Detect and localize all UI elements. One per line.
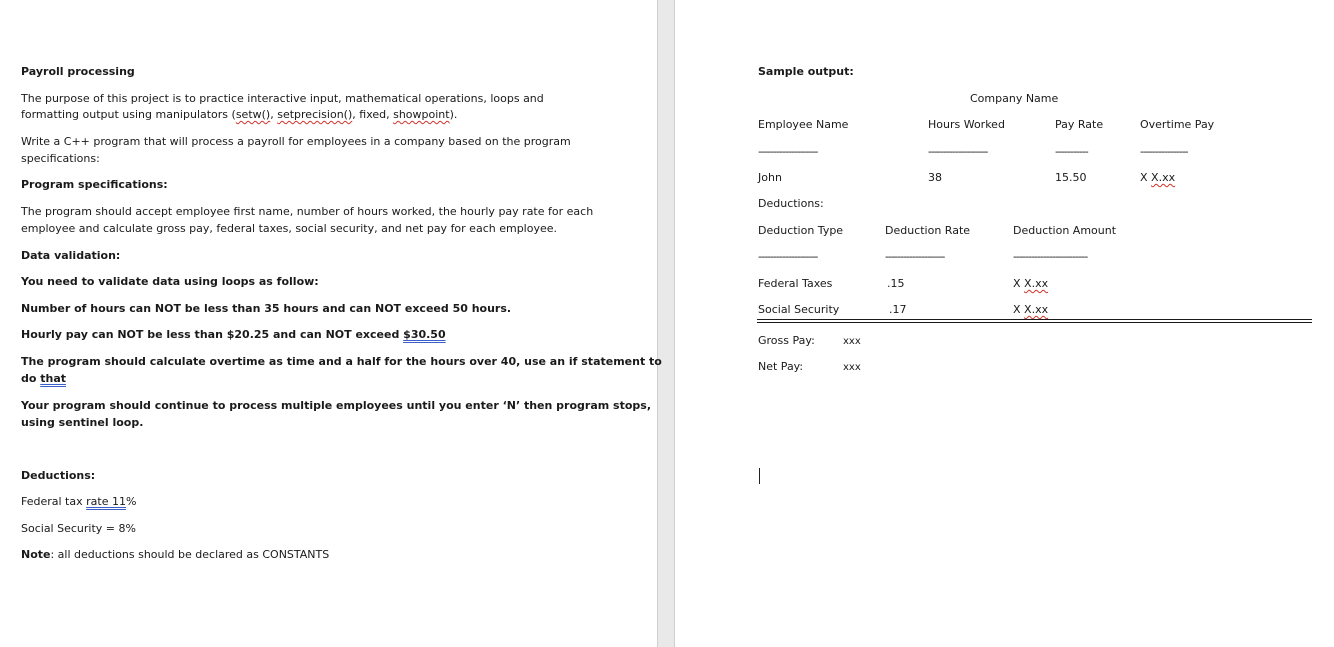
ded-dash-type: -------------------- <box>758 250 818 263</box>
overtime-line-1: The program should calculate overtime as time and a half for the hours over 40, use an if statement to <box>21 355 662 368</box>
federal-tax-line: Federal tax rate 11% <box>21 495 137 508</box>
text-cursor[interactable] <box>759 468 760 484</box>
overtime-line-2: do that <box>21 372 67 385</box>
grammar-that: that <box>40 372 67 385</box>
gross-label: Gross Pay: <box>758 334 815 347</box>
spell-showpoint: showpoint <box>393 108 450 121</box>
social-security-line: Social Security = 8% <box>21 522 136 535</box>
federal-amount: X X.xx <box>1013 277 1049 290</box>
federal-rate: .15 <box>887 277 905 290</box>
ded-dash-rate: -------------------- <box>885 250 945 263</box>
dash-overtime: ---------------- <box>1140 145 1188 158</box>
header-rate: Pay Rate <box>1055 118 1104 131</box>
ded-dash-amount: ------------------------- <box>1013 250 1088 263</box>
table-rule-top <box>757 319 1312 320</box>
sample-heading: Sample output: <box>758 65 854 78</box>
spec-line-2: employee and calculate gross pay, federal taxes, social security, and net pay for each employee. <box>21 222 558 235</box>
purpose-line-1: The purpose of this project is to practice interactive input, mathematical operations, loops and <box>21 92 544 105</box>
write-line-1: Write a C++ program that will process a payroll for employees in a company based on the program <box>21 135 571 148</box>
continue-line-1: Your program should continue to process multiple employees until you enter ‘N’ then program stops, <box>21 399 652 412</box>
continue-line-2: using sentinel loop. <box>21 416 144 429</box>
grammar-rate: rate 11 <box>86 495 126 508</box>
page-gutter <box>657 0 675 647</box>
row-rate: 15.50 <box>1055 171 1087 184</box>
dash-employee: -------------------- <box>758 145 818 158</box>
row-hours: 38 <box>928 171 942 184</box>
spell-setprecision: setprecision() <box>277 108 353 121</box>
company-name: Company Name <box>970 92 1059 105</box>
hours-rule: Number of hours can NOT be less than 35 hours and can NOT exceed 50 hours. <box>21 302 512 315</box>
deductions-heading: Deductions: <box>21 469 96 482</box>
federal-type: Federal Taxes <box>758 277 833 290</box>
gross-value: xxx <box>843 336 861 347</box>
doc-title: Payroll processing <box>21 65 135 78</box>
net-label: Net Pay: <box>758 360 804 373</box>
header-employee: Employee Name <box>758 118 849 131</box>
social-type: Social Security <box>758 303 840 316</box>
deductions-label: Deductions: <box>758 197 824 210</box>
spell-setw: setw() <box>235 108 271 121</box>
ded-header-type: Deduction Type <box>758 224 844 237</box>
pay-rule: Hourly pay can NOT be less than $20.25 and can NOT exceed $30.50 <box>21 328 446 341</box>
net-value: xxx <box>843 362 861 373</box>
spec-line-1: The program should accept employee first name, number of hours worked, the hourly pay rate for each <box>21 205 594 218</box>
header-overtime: Overtime Pay <box>1140 118 1215 131</box>
validation-heading: Data validation: <box>21 249 121 262</box>
note-line: Note: all deductions should be declared as CONSTANTS <box>21 548 330 561</box>
dash-hours: -------------------- <box>928 145 988 158</box>
ded-header-amount: Deduction Amount <box>1013 224 1117 237</box>
validate-loops: You need to validate data using loops as follow: <box>21 275 319 288</box>
table-rule-bottom <box>757 322 1312 323</box>
social-amount: X X.xx <box>1013 303 1049 316</box>
ded-header-rate: Deduction Rate <box>885 224 971 237</box>
dash-rate: ----------- <box>1055 145 1088 158</box>
write-line-2: specifications: <box>21 152 100 165</box>
header-hours: Hours Worked <box>928 118 1005 131</box>
row-overtime: X X.xx <box>1140 171 1176 184</box>
spec-heading: Program specifications: <box>21 178 168 191</box>
grammar-30-50: $30.50 <box>403 328 446 341</box>
social-rate: .17 <box>889 303 907 316</box>
purpose-line-2: formatting output using manipulators (setw(), setprecision(), fixed, showpoint). <box>21 108 458 121</box>
row-name: John <box>758 171 782 184</box>
